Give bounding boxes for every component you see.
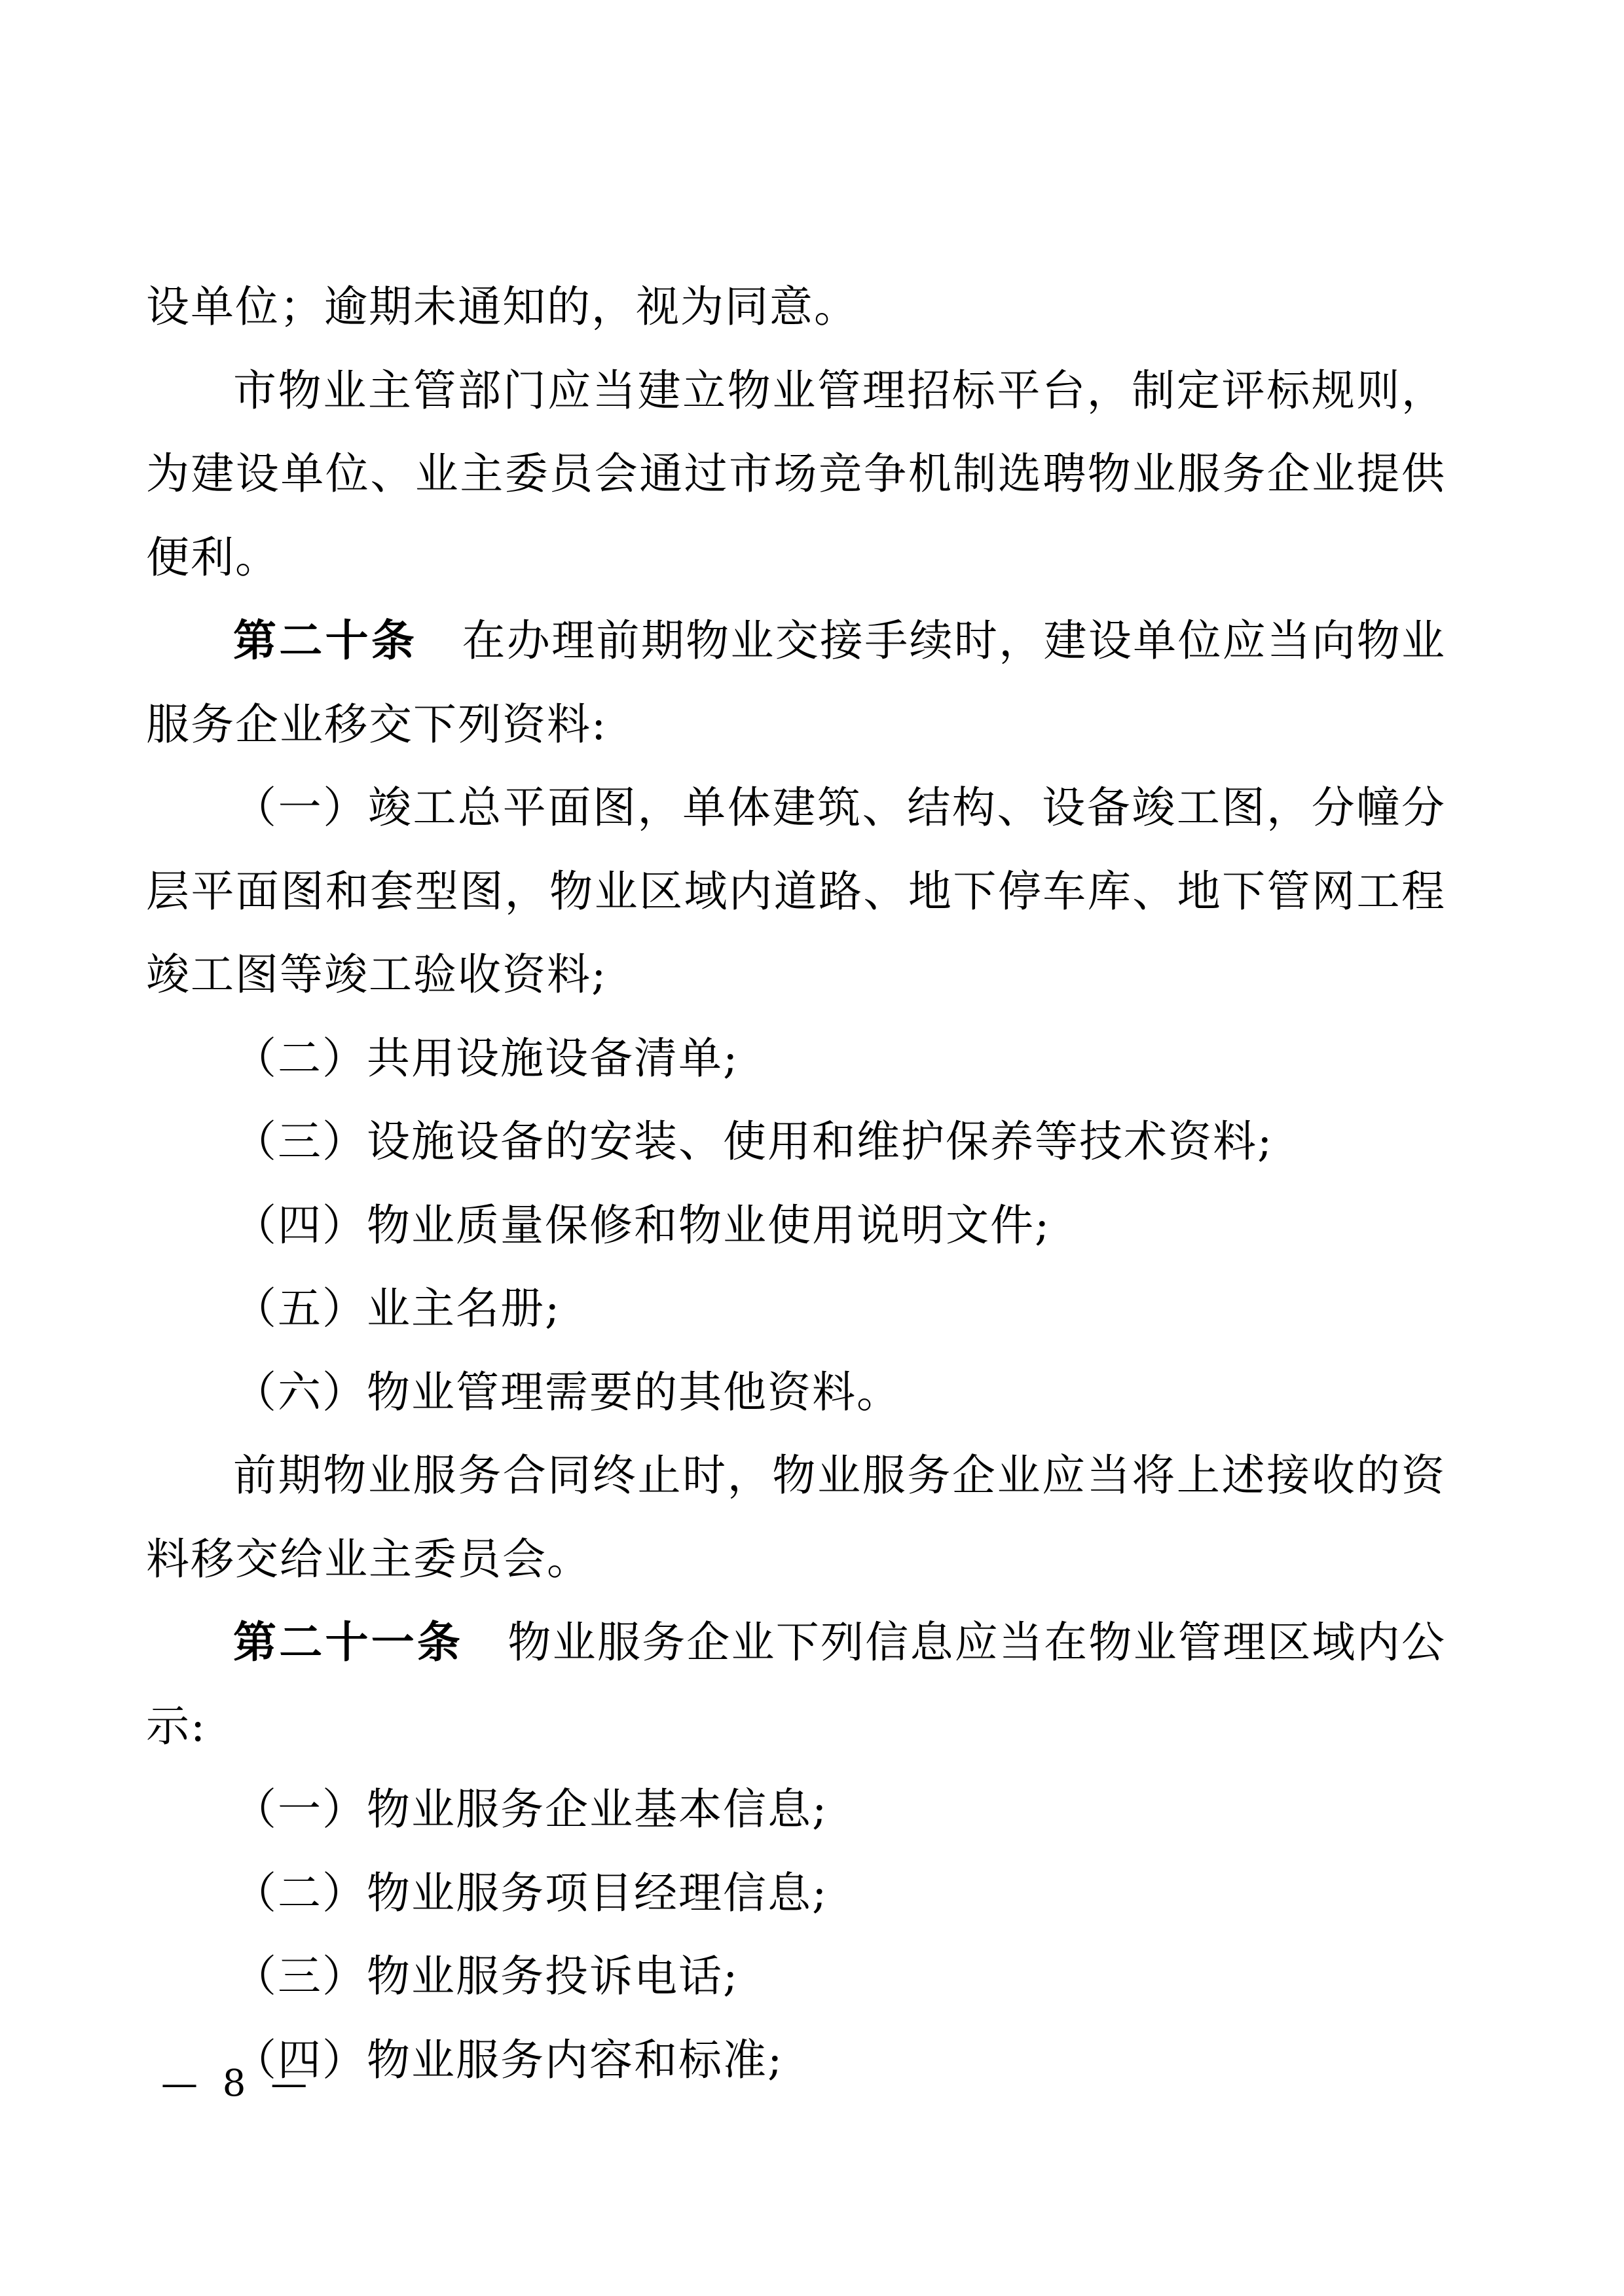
paragraph-continuation: 设单位；逾期未通知的，视为同意。 (146, 282, 858, 332)
article-21-text: 物业服务企业下列信息应当在物业管理区域内公示: (146, 1617, 1447, 1751)
article-21-number: 第二十一条 (233, 1618, 464, 1666)
page-number: — 8 — (161, 2062, 314, 2105)
paragraph-item-3-technical-docs: （三）设施设备的安装、使用和维护保养等技术资料; (233, 1116, 1274, 1167)
paragraph-article-21 (146, 1601, 1446, 1768)
paragraph-publicity-item-3: （三）物业服务投诉电话; (233, 1951, 739, 2001)
document-body (146, 265, 1446, 2102)
paragraph-item-4-warranty-docs: （四）物业质量保修和物业使用说明文件; (233, 1199, 1051, 1250)
paragraph-item-1-drawings: （一）竣工总平面图，单体建筑、结构、设备竣工图，分幢分层平面图和套型图，物业区域内道路、地下停车库、地下管网工程竣工图等竣工验收资料; (146, 782, 1446, 1000)
article-20-number: 第二十条 (233, 616, 418, 665)
paragraph-publicity-item-1: （一）物业服务企业基本信息; (233, 1784, 828, 1834)
paragraph-item-5-owner-roster: （五）业主名册; (233, 1283, 561, 1334)
paragraph-publicity-item-2: （二）物业服务项目经理信息; (233, 1867, 828, 1918)
article-20-text: 在办理前期物业交接手续时，建设单位应当向物业服务企业移交下列资料: (146, 615, 1447, 750)
paragraph-item-6-other-materials: （六）物业管理需要的其他资料。 (233, 1366, 901, 1417)
paragraph-item-2-facility-list: （二）共用设施设备清单; (233, 1032, 739, 1084)
paragraph-bidding-platform: 市物业主管部门应当建立物业管理招标平台，制定评标规则，为建设单位、业主委员会通过市场竞争机制选聘物业服务企业提供便利。 (146, 365, 1446, 583)
paragraph-publicity-item-4: （四）物业服务内容和标准; (233, 2034, 784, 2085)
paragraph-article-20 (146, 599, 1446, 766)
paragraph-contract-termination: 前期物业服务合同终止时，物业服务企业应当将上述接收的资料移交给业主委员会。 (146, 1450, 1446, 1584)
